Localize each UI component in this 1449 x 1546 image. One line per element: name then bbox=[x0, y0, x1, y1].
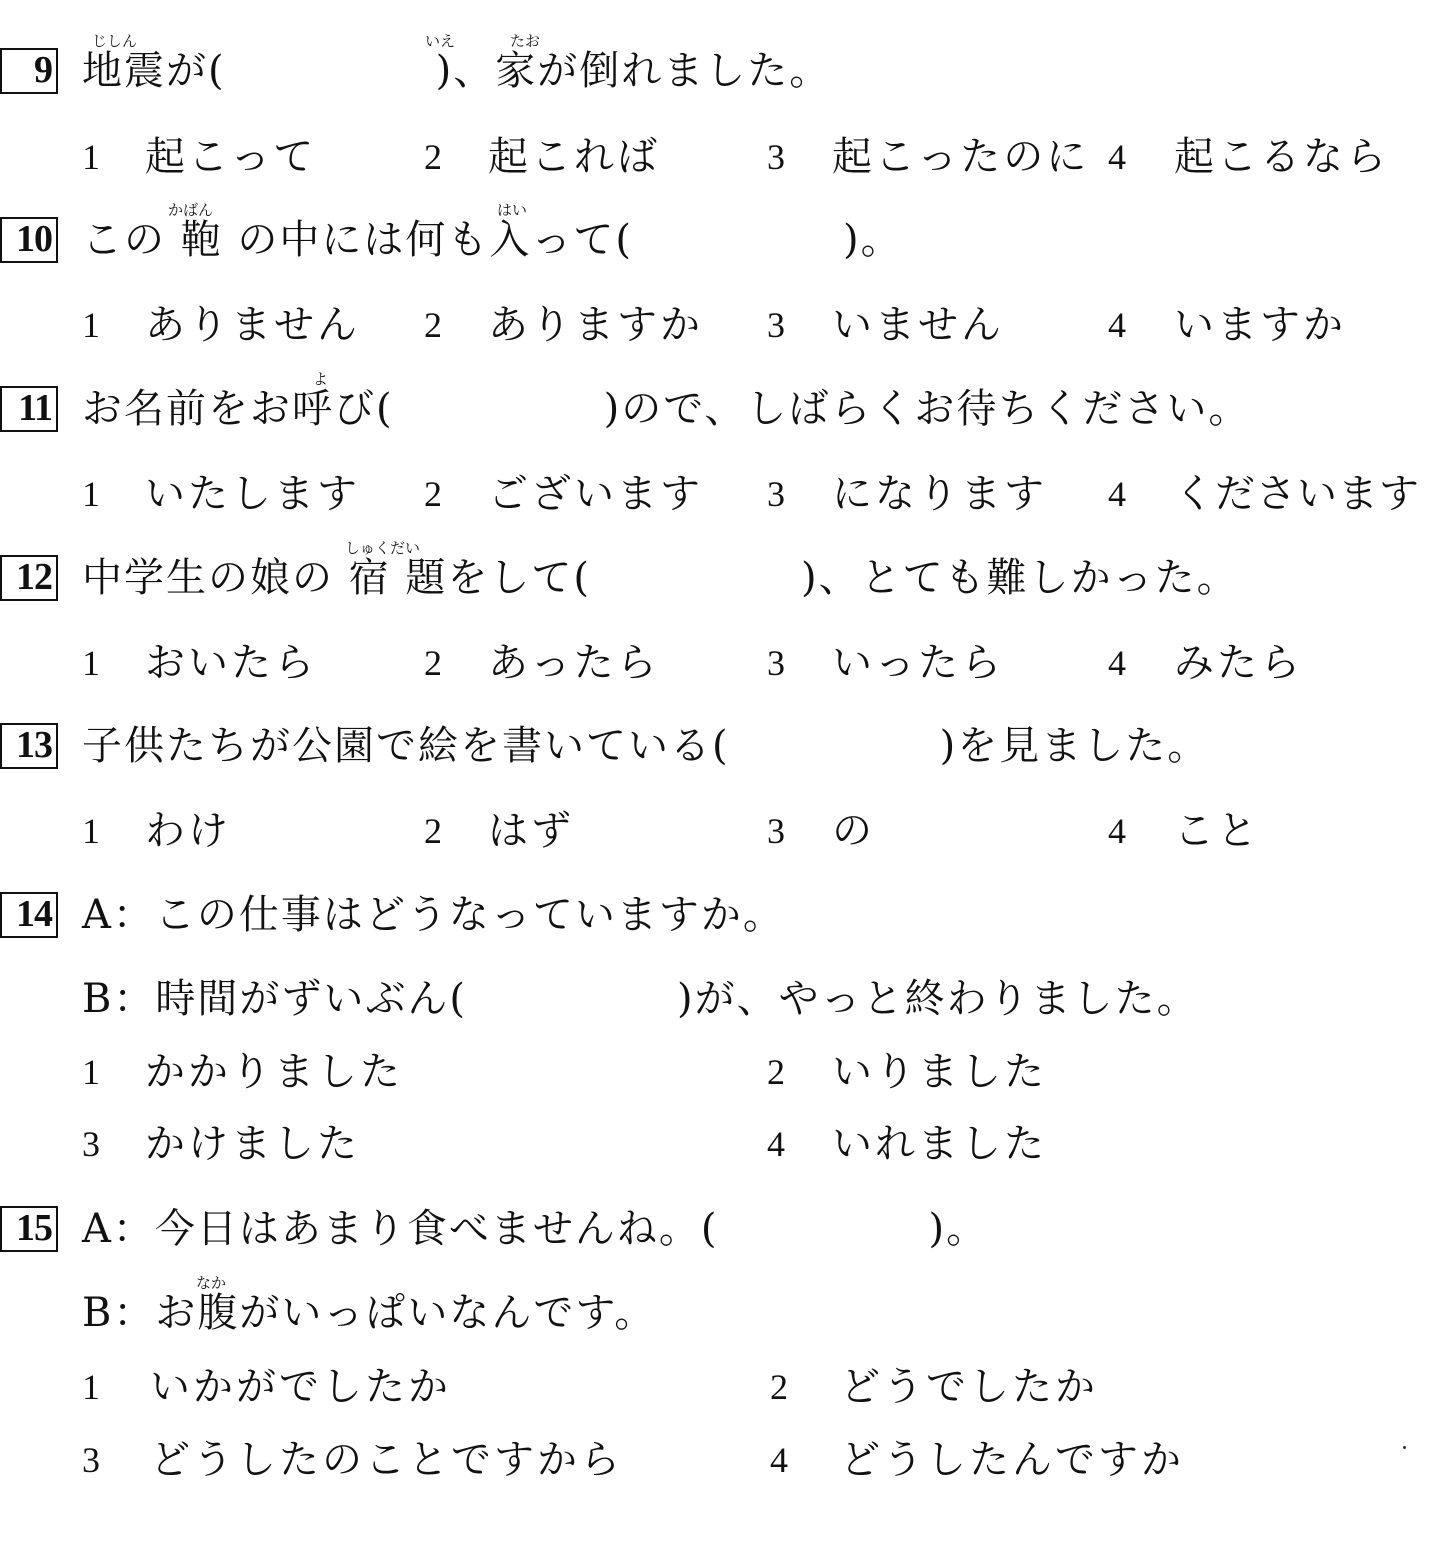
option-number: 4 bbox=[1108, 643, 1126, 683]
dialogue-line-b: B：お腹がいっぱいなんです。 bbox=[82, 1290, 657, 1336]
option-text: みたら bbox=[1174, 640, 1303, 686]
option-text: になります bbox=[832, 471, 1047, 517]
dialogue-line-a: A：この仕事はどうなっていますか。 bbox=[82, 892, 785, 938]
furigana: たお bbox=[510, 32, 541, 50]
option-number: 4 bbox=[1108, 137, 1126, 177]
option-text: いますか bbox=[1174, 302, 1346, 348]
option-text: の bbox=[832, 808, 875, 854]
option-text: こと bbox=[1174, 808, 1260, 854]
option-number: 2 bbox=[424, 137, 442, 177]
option-text: 起こったのに bbox=[832, 134, 1090, 180]
option-number: 1 bbox=[82, 811, 100, 851]
option-text: ありません bbox=[145, 302, 360, 348]
question-number: 13 bbox=[0, 723, 58, 769]
option-number: 3 bbox=[767, 643, 785, 683]
option-text: いたします bbox=[145, 471, 360, 517]
option-number: 2 bbox=[424, 811, 442, 851]
option-number: 3 bbox=[82, 1124, 100, 1164]
question-stem: 地震が( )、家が倒れました。 bbox=[82, 48, 832, 94]
option-text: 起こって bbox=[145, 134, 317, 180]
question-stem: 中学生の娘の 宿 題をして( )、とても難しかった。 bbox=[82, 555, 1239, 601]
option-number: 3 bbox=[767, 811, 785, 851]
option-number: 2 bbox=[424, 305, 442, 345]
option-text: くださいます bbox=[1174, 471, 1420, 517]
option-number: 4 bbox=[1108, 474, 1126, 514]
furigana: いえ bbox=[425, 32, 456, 50]
option-number: 1 bbox=[82, 137, 100, 177]
question-number: 14 bbox=[0, 892, 58, 938]
option-number: 3 bbox=[767, 137, 785, 177]
option-number: 3 bbox=[767, 474, 785, 514]
option-text: 起これば bbox=[488, 134, 660, 180]
option-number: 4 bbox=[767, 1124, 785, 1164]
option-number: 2 bbox=[424, 643, 442, 683]
dialogue-line-a: A：今日はあまり食べませんね。( )。 bbox=[82, 1206, 989, 1252]
furigana: はい bbox=[497, 201, 528, 219]
option-text: どうでしたか bbox=[840, 1364, 1098, 1410]
option-text: いません bbox=[832, 302, 1004, 348]
option-number: 3 bbox=[82, 1440, 100, 1480]
question-stem: お名前をお呼び( )ので、しばらくお待ちください。 bbox=[82, 386, 1251, 432]
option-text: かかりました bbox=[145, 1049, 403, 1095]
option-text: あったら bbox=[488, 640, 660, 686]
option-number: 1 bbox=[82, 305, 100, 345]
dialogue-line-b: B：時間がずいぶん( )が、やっと終わりました。 bbox=[82, 976, 1199, 1022]
option-text: 起こるなら bbox=[1174, 134, 1389, 180]
option-number: 4 bbox=[1108, 811, 1126, 851]
option-number: 2 bbox=[770, 1367, 788, 1407]
option-text: いかがでしたか bbox=[150, 1364, 451, 1410]
option-number: 3 bbox=[767, 305, 785, 345]
option-number: 4 bbox=[770, 1440, 788, 1480]
furigana: よ bbox=[313, 370, 329, 388]
option-text: いれました bbox=[832, 1121, 1047, 1167]
option-text: いりました bbox=[832, 1049, 1047, 1095]
option-text: かけました bbox=[145, 1121, 360, 1167]
question-stem: 子供たちが公園で絵を書いている( )を見ました。 bbox=[82, 723, 1210, 769]
option-number: 1 bbox=[82, 1367, 100, 1407]
furigana: じしん bbox=[92, 32, 138, 50]
question-number: 15 bbox=[0, 1206, 58, 1252]
option-text: ございます bbox=[488, 471, 703, 517]
option-number: 4 bbox=[1108, 305, 1126, 345]
option-number: 1 bbox=[82, 1052, 100, 1092]
scan-speck bbox=[1403, 1446, 1406, 1449]
option-text: おいたら bbox=[145, 640, 317, 686]
question-number: 9 bbox=[0, 48, 58, 94]
option-text: どうしたんですか bbox=[840, 1437, 1184, 1483]
option-text: はず bbox=[488, 808, 574, 854]
question-number: 11 bbox=[0, 386, 58, 432]
option-number: 2 bbox=[424, 474, 442, 514]
furigana: しゅくだい bbox=[345, 539, 421, 557]
option-text: わけ bbox=[145, 808, 231, 854]
furigana: かばん bbox=[168, 201, 214, 219]
question-number: 10 bbox=[0, 217, 58, 263]
question-stem: この 鞄 の中には何も入って( )。 bbox=[82, 217, 903, 263]
option-text: いったら bbox=[832, 640, 1004, 686]
furigana: なか bbox=[196, 1274, 227, 1292]
option-text: どうしたのことですから bbox=[150, 1437, 623, 1483]
option-text: ありますか bbox=[488, 302, 703, 348]
option-number: 2 bbox=[767, 1052, 785, 1092]
question-number: 12 bbox=[0, 555, 58, 601]
option-number: 1 bbox=[82, 643, 100, 683]
option-number: 1 bbox=[82, 474, 100, 514]
